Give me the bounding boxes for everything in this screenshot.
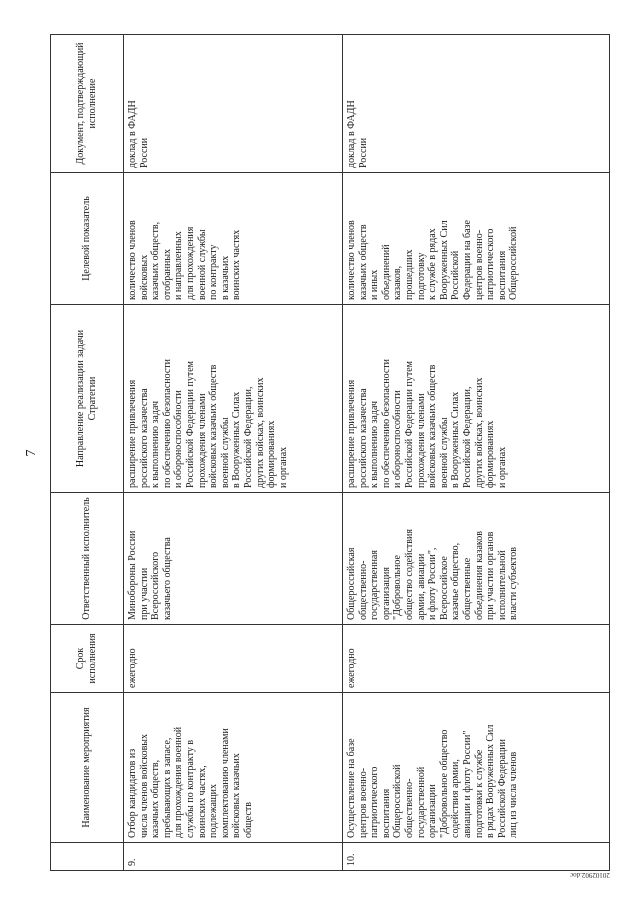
indicator-cell: количество членов войсковых казачьих обществ, отобранных и направленных для прохождения военной службы по контракту в казачьих воинских частях [124,172,343,304]
term-cell: ежегодно [343,624,610,692]
executor-cell: Минобороны России при участии Всероссийского казачьего общества [124,492,343,624]
header-number [51,842,124,870]
header-executor: Ответственный исполнитель [51,492,124,624]
activity-name-cell: Отбор кандидатов из числа членов войсковых казачьих обществ, пребывающих в запасе, для прохождения военной службы по контракту в воинских частях, подлежащих комплектованию членами войсковых казачьих обществ [124,692,343,842]
document-cell: доклад в ФАДН России [343,34,610,172]
table-row [343,34,610,870]
header-term: Срок исполнения [51,624,124,692]
document-cell: доклад в ФАДН России [124,34,343,172]
footer-file-code: 20102902.doc [570,870,610,879]
header-indicator: Целевой показатель [51,172,124,304]
table-header-row [51,34,124,870]
row-number: 10. [343,842,610,870]
term-cell: ежегодно [124,624,343,692]
header-document: Документ, подтверждающий исполнение [51,34,124,172]
header-direction: Направление реализации задачи Стратегии [51,304,124,492]
table-row [124,34,343,870]
row-number: 9. [124,842,343,870]
activities-table [50,34,610,871]
executor-cell: Общероссийская общественно- государственная организация "Добровольное общество содействия армии, авиации и флоту России", Всероссийское казачье общество, общественные объединения казаков при участии органов исполнительной власти субъектов [343,492,610,624]
direction-cell: расширение привлечения российского казачества к выполнению задач по обеспечению безопасности и обороноспособности Российской Федерации путем прохождения членами войсковых казачьих обществ военной службы в Вооруженных Силах Российской Федерации, других войсках, воинских формированиях и органах [124,304,343,492]
header-activity-name: Наименование мероприятия [51,692,124,842]
rotated-document-page [20,23,620,883]
activity-name-cell: Осуществление на базе центров военно- патриотического воспитания Общероссийской общественно- государственной организации "Добровольное общество содействия армии, авиации и флоту России" подготовки к службе в рядах Вооруженных Сил Российской Федерации лиц из числа членов [343,692,610,842]
indicator-cell: количество членов казачьих обществ и иных объединений казаков, прошедших подготовку к службе в рядах Вооруженных Сил Российской Федерации на базе центров военно- патриотического воспитания Общероссийской [343,172,610,304]
direction-cell: расширение привлечения российского казачества к выполнению задач по обеспечению безопасности и обороноспособности Российской Федерации путем прохождения членами войсковых казачьих обществ военной службы в Вооруженных Силах Российской Федерации, других войсках, воинских формированиях и органах [343,304,610,492]
page-number: 7 [24,449,39,456]
